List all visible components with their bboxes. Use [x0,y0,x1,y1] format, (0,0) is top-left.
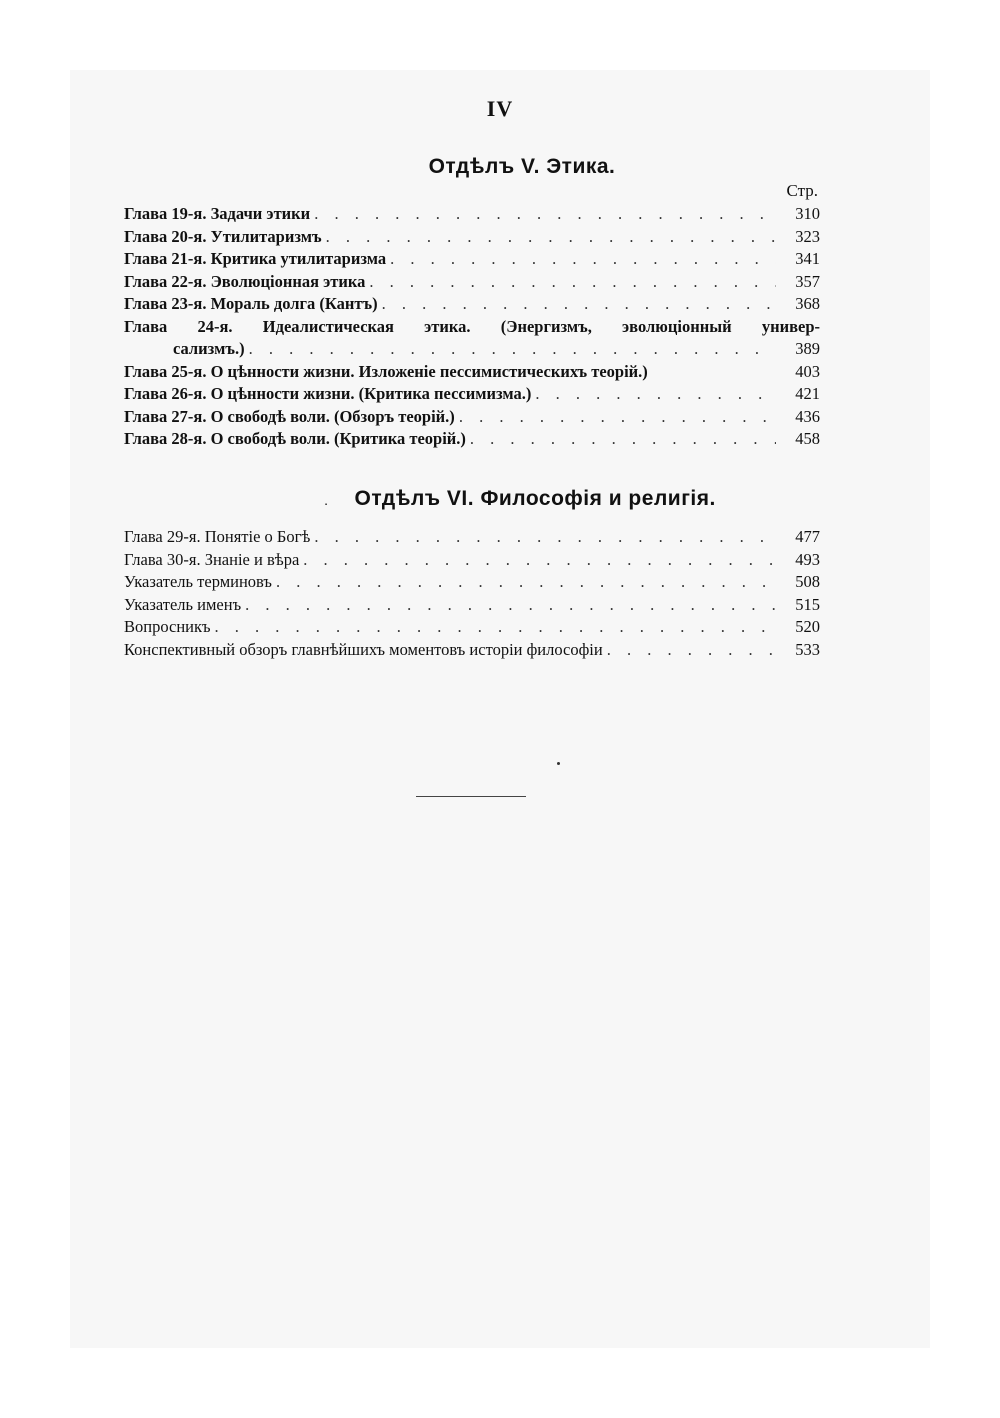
toc-entry-title: Глава 29-я. Понятіе о Богѣ [124,527,311,546]
toc-entry-title: Глава 28-я. О свободѣ воли. (Критика теорій.) [124,429,466,448]
dot-leader [314,526,776,549]
section-heading-ethics: Отдѣлъ V. Этика. [428,155,616,178]
toc-entry[interactable] [124,406,820,429]
toc-entry-page: 493 [795,549,820,569]
toc-entry-title: Глава 23-я. Мораль долга (Кантъ) [124,294,378,313]
toc-entry[interactable] [124,361,820,384]
dot-leader [535,383,776,406]
dot-leader [470,428,776,451]
toc-entry-title: Глава 26-я. О цѣнности жизни. (Критика пессимизма.) [124,384,532,403]
toc-entry-page: 515 [795,594,820,614]
toc-entry-page: 310 [795,204,820,223]
toc-entry[interactable] [124,594,820,617]
dot-leader [382,293,776,316]
toc-section-philosophy-religion [124,526,820,661]
toc-entry-page: 323 [795,226,820,246]
toc-entry-page: 533 [795,639,820,659]
toc-entry[interactable] [124,616,820,639]
toc-entry[interactable] [124,271,820,294]
toc-entry-page: 389 [795,339,820,358]
toc-entry-title: Глава 21-я. Критика утилитаризма [124,249,387,268]
page-column-label: Стр. [786,181,818,200]
toc-entry-title-continuation: сализмъ.) [173,339,245,358]
toc-entry[interactable] [124,549,820,572]
toc-entry[interactable] [124,316,820,361]
dot-leader [249,338,776,361]
toc-entry-page: 357 [795,271,820,291]
dot-leader [390,248,776,271]
toc-entry[interactable] [124,293,820,316]
toc-entry[interactable] [124,226,820,249]
toc-entry-page: 341 [795,249,820,268]
toc-entry-page: 458 [795,429,820,448]
toc-entry-title: Указатель терминовъ [124,572,272,591]
toc-entry-title: Указатель именъ [124,594,242,614]
toc-entry-title: Глава 22-я. Эволюціонная этика [124,271,366,291]
dot-leader [326,226,776,249]
dot-leader [215,616,776,639]
toc-entry-page: 508 [795,572,820,591]
toc-entry-page: 436 [795,406,820,426]
toc-entry-title: Глава 27-я. О свободѣ воли. (Обзоръ теорій.) [124,406,455,426]
toc-section-ethics [124,203,820,451]
toc-entry[interactable] [124,526,820,549]
dot-leader [459,406,776,429]
toc-entry-title: Глава 19-я. Задачи этики [124,204,311,223]
toc-entry-title: Глава 20-я. Утилитаризмъ [124,226,322,246]
toc-entry-page: 368 [795,294,820,313]
toc-entry-page: 421 [795,384,820,403]
dot-leader [369,271,776,294]
toc-entry-page: 403 [795,361,820,381]
toc-entry-title: Глава 30-я. Знаніе и вѣра [124,549,300,569]
dot-leader [245,594,776,617]
toc-entry-title: Конспективный обзоръ главнѣйшихъ моментовъ исторіи философіи [124,639,603,659]
section-heading-philosophy-religion [20,487,1000,511]
dot-leader [276,571,776,594]
toc-entry-page: 477 [795,527,820,546]
end-rule-divider [416,796,526,797]
dot-leader [607,639,776,662]
toc-entry[interactable] [124,571,820,594]
toc-entry[interactable] [124,639,820,662]
toc-entry-title: Глава 25-я. О цѣнности жизни. Изложеніе пессимистическихъ теорій.) [124,361,648,381]
toc-entry-page: 520 [795,617,820,636]
stray-mark: . [324,492,329,508]
toc-entry[interactable] [124,203,820,226]
dot-leader [314,203,776,226]
toc-entry-title: Вопросникъ [124,617,211,636]
toc-entry-title: Глава 24-я. Идеалистическая этика. (Энергизмъ, эволюціонный универ- [124,316,820,336]
toc-entry[interactable] [124,248,820,271]
section-heading-text: Отдѣлъ VI. Философія и религія. [354,487,716,510]
toc-entry[interactable] [124,428,820,451]
toc-entry[interactable] [124,383,820,406]
page-number: IV [486,96,514,121]
ink-speck [557,762,560,765]
dot-leader [303,549,776,572]
